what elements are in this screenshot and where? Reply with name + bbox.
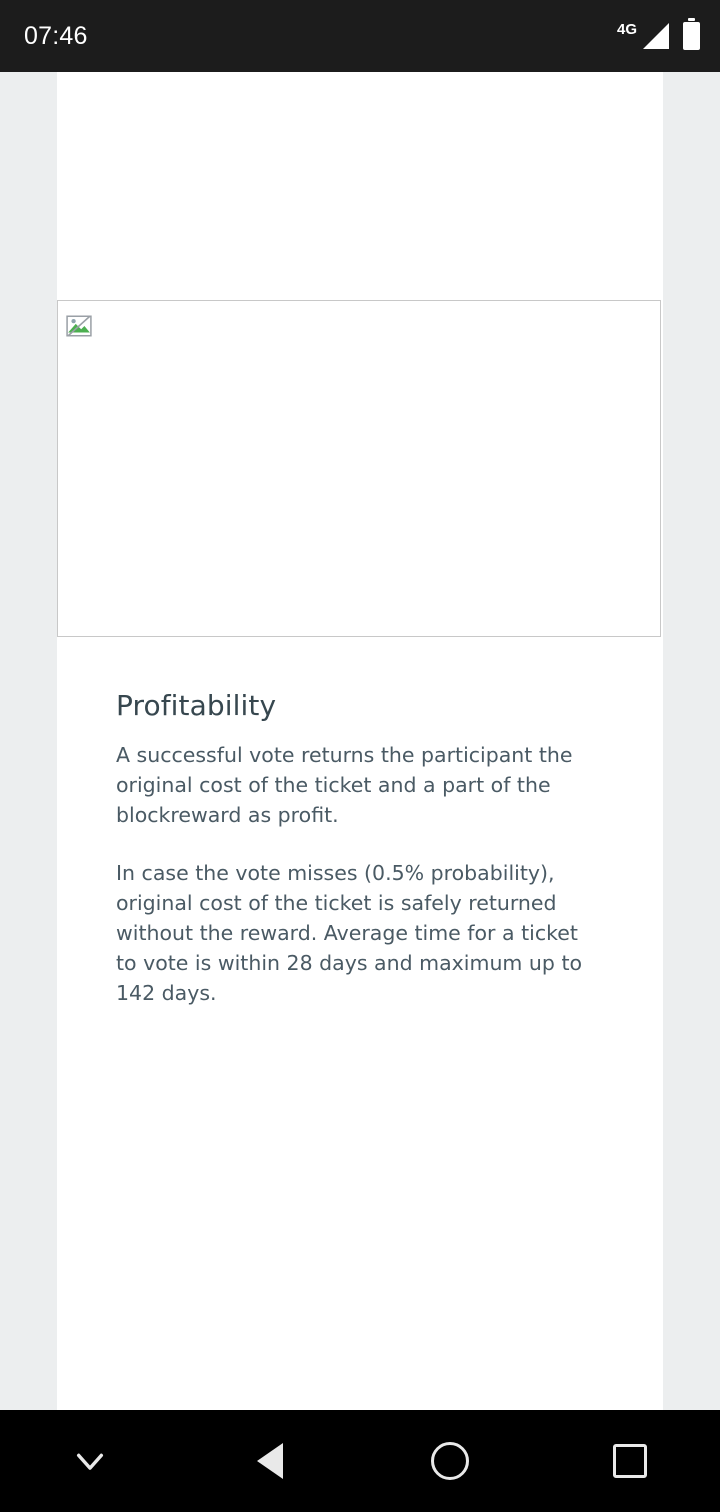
home-button[interactable] bbox=[405, 1416, 495, 1506]
broken-image-icon bbox=[66, 313, 92, 339]
content-top-spacer bbox=[57, 72, 663, 300]
chevron-down-icon bbox=[73, 1444, 107, 1478]
circle-home-icon bbox=[431, 1442, 469, 1480]
page-title: Profitability bbox=[116, 689, 277, 722]
broken-image-placeholder[interactable] bbox=[57, 300, 661, 637]
status-clock: 07:46 bbox=[24, 21, 88, 50]
status-icons bbox=[617, 22, 700, 50]
square-recents-icon bbox=[613, 1444, 647, 1478]
battery-full-icon bbox=[683, 22, 700, 50]
signal-bars-icon bbox=[643, 23, 669, 49]
paragraph-miss: In case the vote misses (0.5% probability), original cost of the ticket is safely returned without the reward. Average time for a ticket to vote is within 28 days and maximum up to 142 days. bbox=[116, 861, 583, 1005]
back-button[interactable] bbox=[225, 1416, 315, 1506]
web-page-content bbox=[57, 72, 663, 1410]
browser-viewport[interactable] bbox=[0, 72, 720, 1410]
network-type-label: 4G bbox=[616, 20, 637, 38]
android-nav-bar bbox=[0, 1410, 720, 1512]
triangle-back-icon bbox=[257, 1443, 283, 1479]
hide-keyboard-button[interactable] bbox=[45, 1416, 135, 1506]
status-bar bbox=[0, 0, 720, 72]
recents-button[interactable] bbox=[585, 1416, 675, 1506]
paragraph-profit: A successful vote returns the participant the original cost of the ticket and a part of the blockreward as profit. bbox=[116, 743, 573, 827]
article-body bbox=[57, 689, 663, 1008]
